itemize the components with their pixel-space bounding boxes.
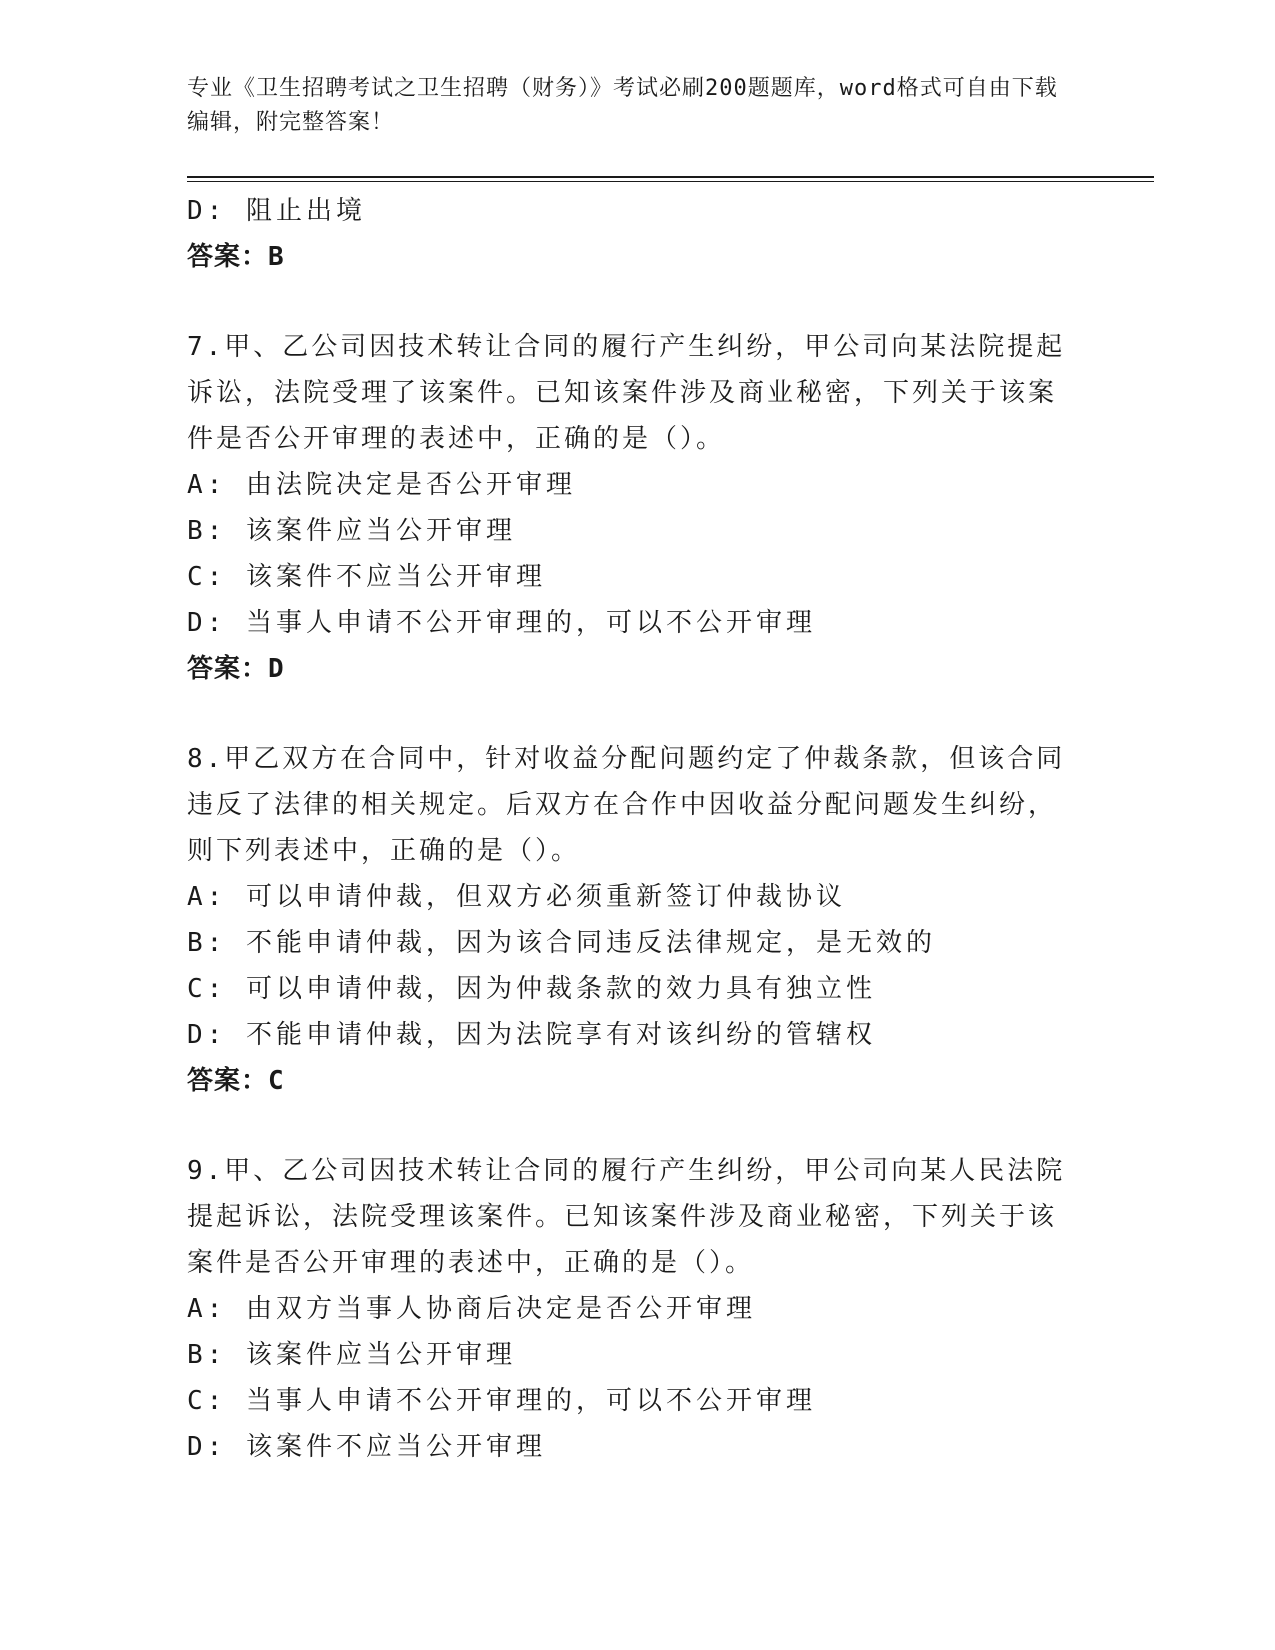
q8-stem-line-1: 8.甲乙双方在合同中，针对收益分配问题约定了仲裁条款，但该合同 (187, 744, 1066, 774)
prev-option-d: D: 阻止出境 (187, 196, 366, 226)
q9-option-a: A: 由双方当事人协商后决定是否公开审理 (187, 1294, 756, 1324)
prev-answer: 答案：B (187, 242, 285, 272)
q9-stem-line-2: 提起诉讼，法院受理该案件。已知该案件涉及商业秘密，下列关于该 (187, 1202, 1058, 1232)
q7-option-c: C: 该案件不应当公开审理 (187, 562, 546, 592)
q8-stem-line-2: 违反了法律的相关规定。后双方在合作中因收益分配问题发生纠纷， (187, 790, 1058, 820)
q8-option-b: B: 不能申请仲裁，因为该合同违反法律规定，是无效的 (187, 928, 936, 958)
q7-answer: 答案：D (187, 654, 285, 684)
question-8 (187, 736, 1067, 1104)
q9-stem-line-1: 9.甲、乙公司因技术转让合同的履行产生纠纷，甲公司向某人民法院 (187, 1156, 1066, 1186)
q7-stem-line-2: 诉讼，法院受理了该案件。已知该案件涉及商业秘密，下列关于该案 (187, 378, 1058, 408)
q7-option-b: B: 该案件应当公开审理 (187, 516, 516, 546)
document-header: 专业《卫生招聘考试之卫生招聘（财务）》考试必刷200题题库，word格式可自由下载编辑，附完整答案！ (187, 76, 1058, 135)
q7-option-d: D: 当事人申请不公开审理的，可以不公开审理 (187, 608, 816, 638)
q9-option-d: D: 该案件不应当公开审理 (187, 1432, 546, 1462)
question-9 (187, 1148, 1067, 1470)
q9-option-b: B: 该案件应当公开审理 (187, 1340, 516, 1370)
header-rule-thin (187, 181, 1154, 182)
q8-answer: 答案：C (187, 1066, 285, 1096)
q8-option-d: D: 不能申请仲裁，因为法院享有对该纠纷的管辖权 (187, 1020, 876, 1050)
question-7 (187, 324, 1067, 692)
header-rule-thick (187, 176, 1154, 178)
q7-option-a: A: 由法院决定是否公开审理 (187, 470, 576, 500)
question-content (187, 188, 1067, 1470)
q7-stem-line-3: 件是否公开审理的表述中，正确的是（）。 (187, 424, 726, 454)
q8-option-a: A: 可以申请仲裁，但双方必须重新签订仲裁协议 (187, 882, 846, 912)
q9-option-c: C: 当事人申请不公开审理的，可以不公开审理 (187, 1386, 816, 1416)
q8-stem-line-3: 则下列表述中，正确的是（）。 (187, 836, 581, 866)
q8-option-c: C: 可以申请仲裁，因为仲裁条款的效力具有独立性 (187, 974, 876, 1004)
q9-stem-line-3: 案件是否公开审理的表述中，正确的是（）。 (187, 1248, 755, 1278)
q7-stem-line-1: 7.甲、乙公司因技术转让合同的履行产生纠纷，甲公司向某法院提起 (187, 332, 1066, 362)
